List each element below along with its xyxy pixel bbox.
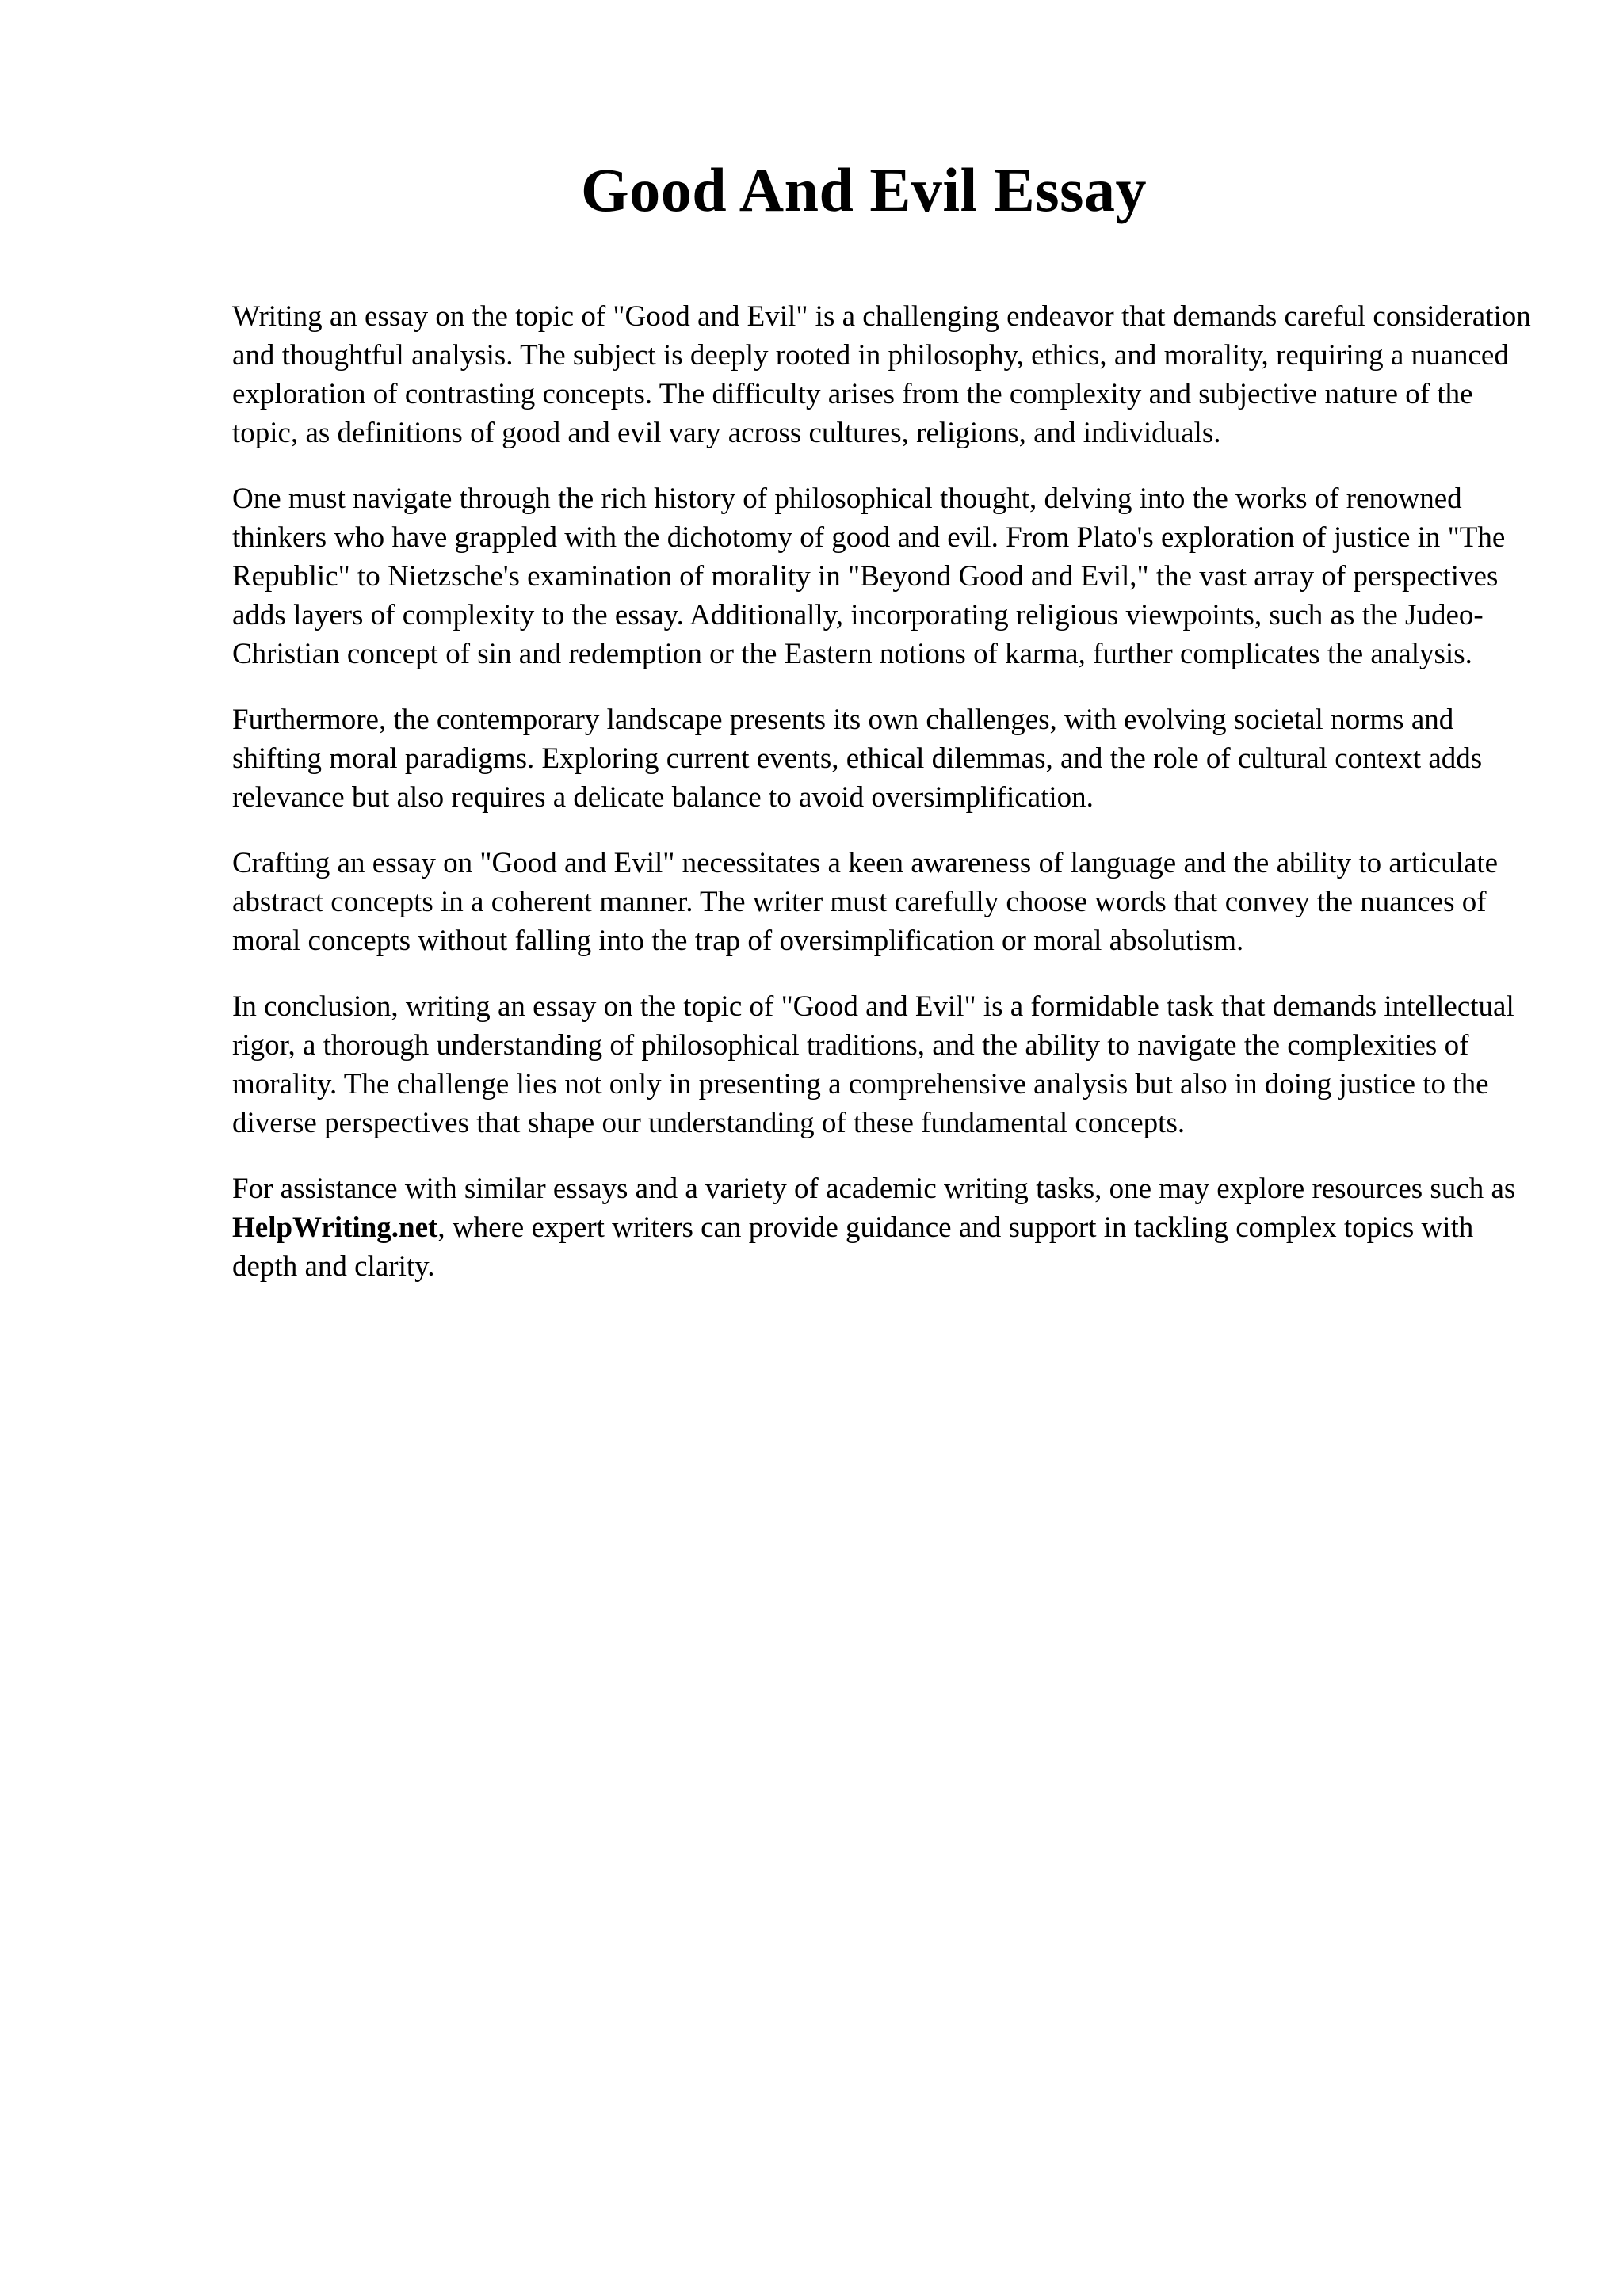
- paragraph-4: Crafting an essay on "Good and Evil" necessitates a keen awareness of language and the ability to articulate abstract concepts in a coherent manner. The writer must carefully choose words that convey the nuances of moral concepts without falling into the trap of oversimplification or moral absolutism.: [232, 847, 1499, 957]
- essay-body: [232, 297, 1532, 1313]
- closing-paragraph: [232, 1169, 1532, 1286]
- closing-text-end: , where expert writers can provide guidance and support in tackling complex topics with depth and clarity.: [232, 1211, 1474, 1283]
- paragraph-5: In conclusion, writing an essay on the topic of "Good and Evil" is a formidable task that demands intellectual rigor, a thorough understanding of philosophical traditions, and the ability to navigate the complexities of morality. The challenge lies not only in presenting a comprehensive analysis but also in doing justice to the diverse perspectives that shape our understanding of these fundamental concepts.: [232, 990, 1514, 1139]
- paragraph-3: Furthermore, the contemporary landscape presents its own challenges, with evolving societal norms and shifting moral paradigms. Exploring current events, ethical dilemmas, and the role of cultural context adds relevance but also requires a delicate balance to avoid oversimplification.: [232, 704, 1483, 814]
- paragraph-2: One must navigate through the rich history of philosophical thought, delving into the works of renowned thinkers who have grappled with the dichotomy of good and evil. From Plato's exploration of justice in "The Republic" to Nietzsche's examination of morality in "Beyond Good and Evil," the vast array of perspectives adds layers of complexity to the essay. Additionally, incorporating religious viewpoints, such as the Judeo-Christian concept of sin and redemption or the Eastern notions of karma, further complicates the analysis.: [232, 482, 1506, 670]
- page-title: Good And Evil Essay: [581, 155, 1147, 224]
- brand-name: HelpWriting.net: [232, 1211, 438, 1244]
- closing-text-start: For assistance with similar essays and a variety of academic writing tasks, one may explore resources such as: [232, 1173, 1516, 1205]
- paragraph-1: Writing an essay on the topic of "Good and Evil" is a challenging endeavor that demands careful consideration and thoughtful analysis. The subject is deeply rooted in philosophy, ethics, and morality, requiring a nuanced exploration of contrasting concepts. The difficulty arises from the complexity and subjective nature of the topic, as definitions of good and evil vary across cultures, religions, and individuals.: [232, 300, 1531, 449]
